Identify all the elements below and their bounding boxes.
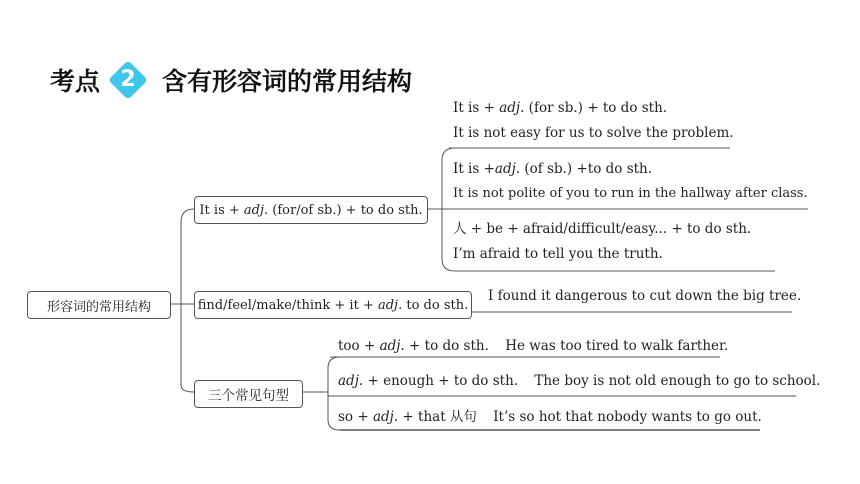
branch3-label: 三个常见句型 [208, 388, 289, 404]
branch3-node [194, 380, 303, 408]
b1-item2-example: It is not polite of you to run in the hallway after class. [453, 186, 808, 201]
b1-item1-pattern: It is + adj. (for sb.) + to do sth. [453, 100, 668, 116]
b3-item3: so + adj. + that 从句 It’s so hot that nobody wants to go out. [338, 409, 762, 425]
b3-item3-example: It’s so hot that nobody wants to go out. [493, 409, 762, 425]
b2-example: I found it dangerous to cut down the big tree. [488, 288, 802, 304]
b1-item3-example: I’m afraid to tell you the truth. [453, 246, 663, 262]
connector-trunk [181, 209, 194, 392]
branch2-label: find/feel/make/think + it + adj. to do sth. [197, 297, 469, 313]
b3-item2-example: The boy is not old enough to go to school. [534, 373, 821, 389]
heading-title: 含有形容词的常用结构 [162, 67, 413, 96]
branch1-label: It is + adj. (for/of sb.) + to do sth. [199, 202, 423, 218]
branch1-node [194, 196, 428, 224]
b1-item2-pattern: It is +adj. (of sb.) +to do sth. [453, 161, 653, 177]
heading-prefix: 考点 [50, 67, 101, 96]
root-label: 形容词的常用结构 [46, 299, 151, 315]
b1-item1-example: It is not easy for us to solve the problem. [453, 125, 734, 141]
branch2-node [194, 291, 472, 319]
b3-item1: too + adj. + to do sth. He was too tired to walk farther. [338, 338, 729, 354]
b1-item3-pattern: 人 + be + afraid/difficult/easy... + to do sth. [453, 221, 752, 237]
root-node [27, 291, 171, 319]
b3-item1-example: He was too tired to walk farther. [505, 338, 729, 354]
badge-number: 2 [120, 67, 136, 92]
b3-item2: adj. + enough + to do sth. The boy is not old enough to go to school. [338, 373, 821, 389]
